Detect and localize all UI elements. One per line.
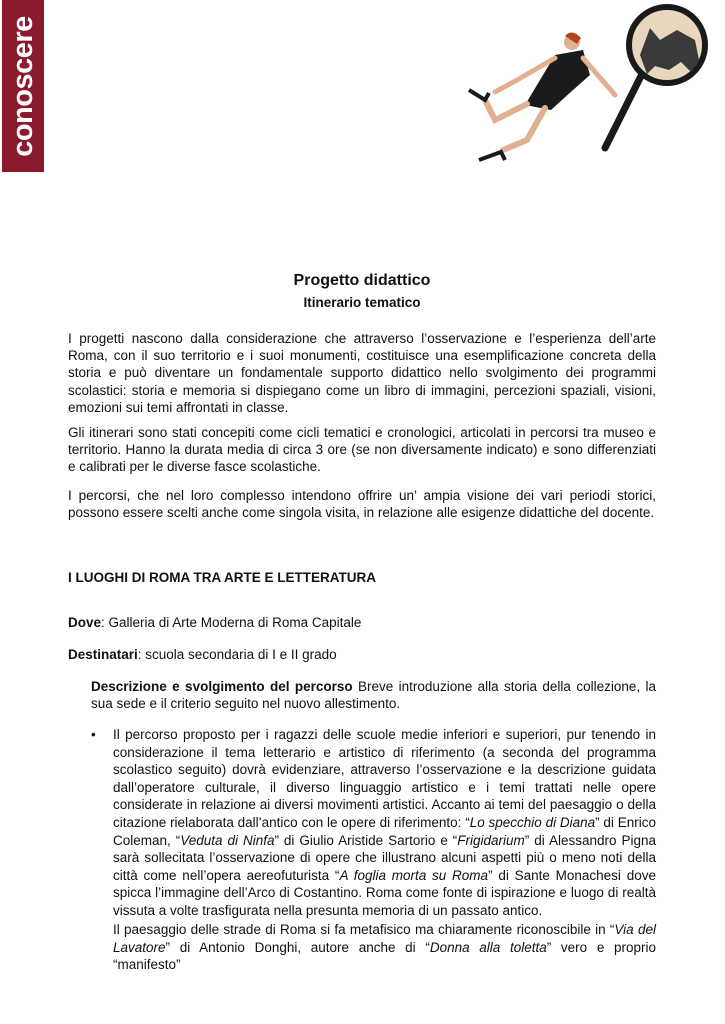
bullet-text: ” di Enrico Coleman, “ <box>113 814 656 848</box>
field-destinatari <box>68 647 337 662</box>
artwork-title: Frigidarium <box>457 832 525 848</box>
title-block <box>68 272 656 310</box>
page-title: Progetto didattico <box>293 272 431 289</box>
bullet-icon: • <box>91 727 96 742</box>
intro-paragraph-2: Gli itinerari sono stati concepiti come cicli tematici e cronologici, articolati in percorsi tra museo e territorio. Hanno la durata media di circa 3 ore (se non diversamente indicato) e sono differenziati e calibrati per le diverse fasce scolastiche. <box>68 425 656 475</box>
field-descrizione-value: Breve introduzione alla storia della collezione, la sua sede e il criterio seguito nel nuovo allestimento. <box>91 679 656 712</box>
figure-dress <box>525 50 590 110</box>
artwork-title: Lo specchio di Diana <box>469 814 596 830</box>
bullet-text: ” di Sante Monachesi dove spicca l’immagine dell’Arco di Costantino. Roma come fonte di ispirazione e luogo di realtà vissuta a volte trasfigurata nella presunta memoria di un passato antico. <box>113 867 656 918</box>
page-subtitle: Itinerario tematico <box>303 295 421 310</box>
bullet-paragraph-continued <box>113 921 656 974</box>
bullet-paragraph <box>113 726 656 920</box>
artwork-title: Via del Lavatore <box>113 922 656 955</box>
field-descrizione <box>91 678 656 712</box>
bullet-text: Il paesaggio delle strade di Roma si fa metafisico ma chiaramente riconoscibile in “ <box>113 922 615 937</box>
intro-paragraph-3: I percorsi, che nel loro complesso intendono offrire un’ ampia visione dei vari periodi storici, possono essere scelti anche come singola visita, in relazione alle esigenze didattiche del docente. <box>68 488 656 521</box>
field-dove-label: Dove <box>68 615 102 630</box>
artwork-title: A foglia morta su Roma <box>339 867 489 883</box>
section-heading: I LUOGHI DI ROMA TRA ARTE E LETTERATURA <box>68 570 376 585</box>
bullet-text: ” di Antonio Donghi, autore anche di “ <box>165 939 430 955</box>
bullet-text: ” di Giulio Aristide Sartorio e “ <box>274 832 458 848</box>
field-dove-value: : Galleria di Arte Moderna di Roma Capitale <box>101 615 362 630</box>
brand-logo <box>2 0 44 172</box>
artwork-title: Veduta di Ninfa <box>180 832 275 848</box>
bullet-text: ” di Alessandro Pigna sarà sollecitata l’osservazione di opere che illustrano alcuni aspetti più o meno noti della città come nell’opera aereofuturista “ <box>113 832 656 883</box>
field-descrizione-label: Descrizione e svolgimento del percorso <box>91 679 353 694</box>
artwork-title: Donna alla toletta <box>429 939 547 955</box>
hero-illustration <box>455 0 715 175</box>
bullet-text: ” vero e proprio “manifesto” <box>113 939 657 973</box>
intro-paragraph-1: I progetti nascono dalla considerazione che attraverso l’osservazione e l’esperienza dell’arte Roma, con il suo territorio e i suoi monumenti, costituisce una esemplificazione concreta della storia e può diventare un fondamentale supporto didattico nello svolgimento dei programmi scolastici: storia e memoria si dispiegano come un libro di immagini, percezioni spaziali, visioni, emozioni sui temi affrontati in classe. <box>68 331 656 415</box>
brand-label: conoscere <box>6 15 39 157</box>
field-dove <box>68 615 361 630</box>
field-destinatari-label: Destinatari <box>68 647 138 662</box>
bullet-text: Il percorso proposto per i ragazzi delle scuole medie inferiori e superiori, pur tenendo in considerazione il tema letterario e artistico di riferimento (a seconda del programma scolastico seguito) dovrà evidenziare, attraverso l’osservazione e la descrizione guidata dall’operatore culturale, il diverso linguaggio artistico e i temi trattati nelle opere considerate in relazione ai diversi movimenti artistici. Accanto ai temi del paesaggio o della citazione rielaborata dall’antico con le opere di riferimento: “ <box>113 727 656 830</box>
field-destinatari-value: : scuola secondaria di I e II grado <box>137 647 337 662</box>
